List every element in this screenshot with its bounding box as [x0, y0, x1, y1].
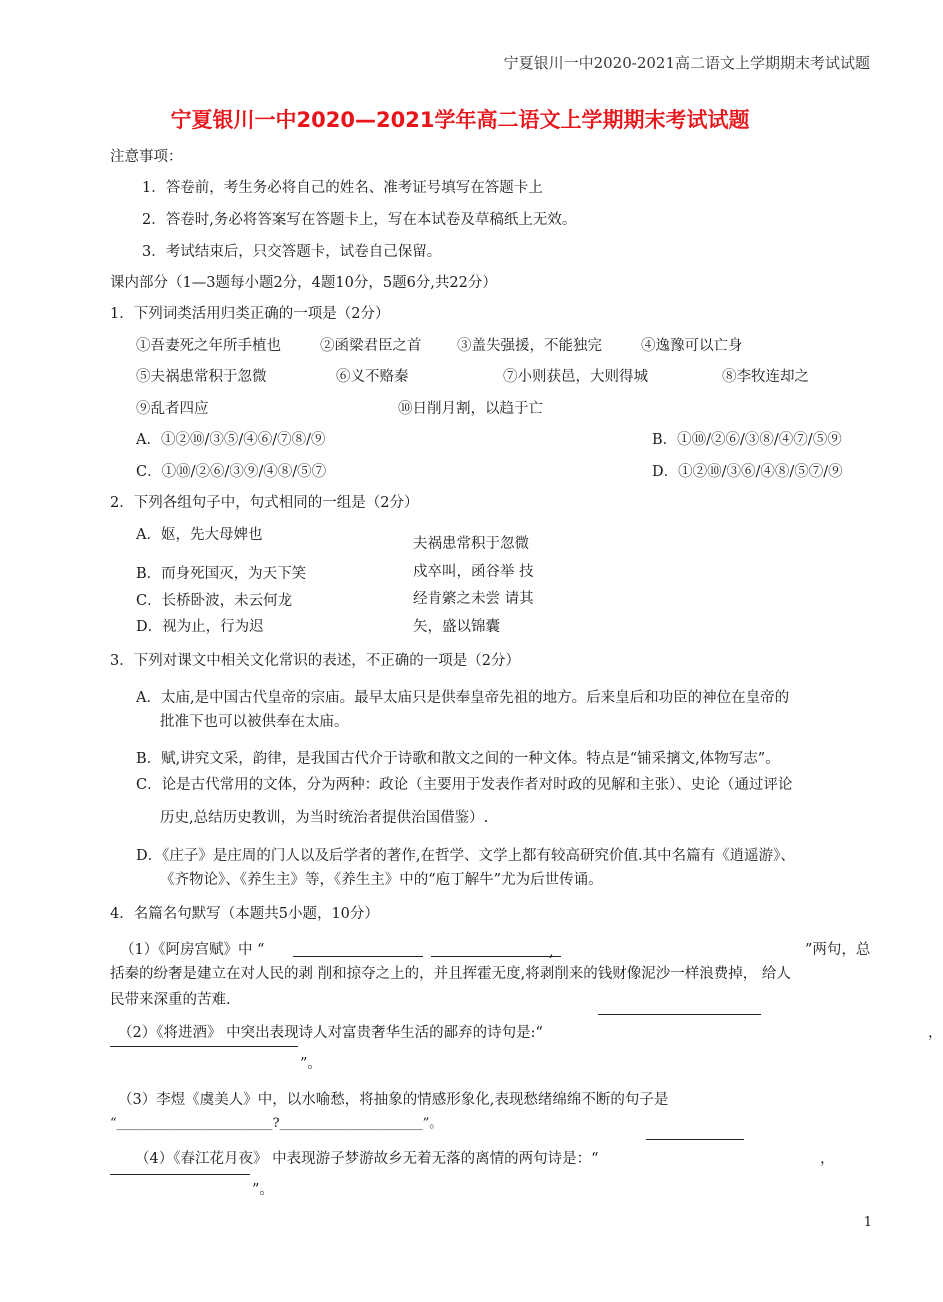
- answer-blank[interactable]: [293, 956, 423, 957]
- q1-option-a: A．①②⑩/③⑤/④⑥/⑦⑧/⑨: [136, 432, 326, 448]
- answer-blank[interactable]: [646, 1139, 744, 1140]
- q4-3-blanks[interactable]: “________________________?______________________”。: [110, 1116, 443, 1131]
- q3-stem: 3．下列对课文中相关文化常识的表述，不正确的一项是（2分）: [110, 653, 520, 669]
- q2-option-d: D．视为止，行为迟: [136, 619, 264, 635]
- q3-option-a: A．太庙,是中国古代皇帝的宗庙。最早太庙只是供奉皇帝先祖的地方。后来皇后和功臣的神位在皇帝的: [136, 690, 790, 706]
- q1-stem: 1．下列词类活用归类正确的一项是（2分）: [110, 306, 390, 322]
- notice-item: 2．答卷时,务必将答案写在答题卡上，写在本试卷及草稿纸上无效。: [142, 212, 577, 228]
- q1-sentence: ⑨乱者四应: [136, 401, 209, 417]
- q1-sentence: ⑥义不赂秦: [336, 369, 409, 385]
- q2-right-text: 经肯綮之未尝 请其: [413, 591, 534, 607]
- q4-2-suffix: ”。: [300, 1056, 322, 1072]
- q3-option-c-cont: 历史,总结历史教训，为当时统治者提供治国借鉴）.: [160, 810, 489, 826]
- q4-2-prompt: （2）《将进酒》 中突出表现诗人对富贵奢华生活的鄙弃的诗句是:“: [118, 1025, 543, 1041]
- q4-stem: 4．名篇名句默写（本题共5小题，10分）: [110, 906, 379, 922]
- q4-1-prompt: （1）《阿房宫赋》中 “: [120, 942, 265, 958]
- q1-sentence: ⑦小则获邑，大则得城: [503, 369, 648, 385]
- q4-4-suffix: ”。: [252, 1182, 274, 1198]
- q4-2-comma: ，: [928, 1025, 943, 1041]
- section-heading: 课内部分（1—3题每小题2分，4题10分，5题6分,共22分）: [110, 275, 497, 291]
- q1-sentence: ①吾妻死之年所手植也: [136, 338, 281, 354]
- q2-right-text: 矢，盛以锦囊: [413, 619, 500, 635]
- notice-item: 1．答卷前，考生务必将自己的姓名、准考证号填写在答题卡上: [142, 180, 543, 196]
- q1-option-d: D．①②⑩/③⑥/④⑧/⑤⑦/⑨: [652, 464, 843, 480]
- q1-sentence: ②函梁君臣之首: [320, 338, 422, 354]
- q1-sentence: ⑤夫祸患常积于忽微: [136, 369, 267, 385]
- q1-sentence: ⑩日削月割，以趋于亡: [398, 401, 543, 417]
- q2-option-b: B．而身死国灭，为天下笑: [136, 566, 307, 582]
- answer-blank[interactable]: [110, 1046, 298, 1047]
- q4-1-text: 括秦的纷奢是建立在对人民的剥 削和掠夺之上的，并且挥霍无度,将剥削来的钱财像泥沙一样浪费掉， 给人: [110, 966, 791, 982]
- q1-sentence: ④逸豫可以亡身: [641, 338, 743, 354]
- q3-option-d-cont: 《齐物论》、《养生主》等，《养生主》中的“庖丁解牛”尤为后世传诵。: [160, 872, 603, 888]
- q4-4-prompt: （4）《春江花月夜》 中表现游子梦游故乡无着无落的离情的两句诗是：“: [135, 1151, 599, 1167]
- page-number: 1: [863, 1215, 872, 1230]
- q3-option-c: C．论是古代常用的文体，分为两种：政论（主要用于发表作者对时政的见解和主张）、史论（通过评论: [136, 777, 793, 793]
- q1-option-b: B．①⑩/②⑥/③⑧/④⑦/⑤⑨: [652, 432, 842, 448]
- q3-option-a-cont: 批准下也可以被供奉在太庙。: [160, 714, 349, 730]
- answer-blank[interactable]: [598, 1014, 761, 1015]
- q2-right-text: 夫祸患常积于忽微: [413, 536, 529, 552]
- q4-1-comma: ,: [549, 944, 554, 960]
- q2-stem: 2．下列各组句子中，句式相同的一组是（2分）: [110, 495, 419, 511]
- q2-right-text: 戍卒叫，函谷举 技: [413, 564, 534, 580]
- answer-blank[interactable]: [431, 956, 561, 957]
- q1-sentence: ⑧李牧连却之: [722, 369, 809, 385]
- q1-option-c: C．①⑩/②⑥/③⑨/④⑧/⑤⑦: [136, 464, 327, 480]
- q2-option-c: C．长桥卧波，未云何龙: [136, 593, 293, 609]
- q3-option-b: B．赋,讲究文采，韵律，是我国古代介于诗歌和散文之间的一种文体。特点是“铺采摛文,体物写志”。: [136, 751, 780, 767]
- q1-sentence: ③盖失强援，不能独完: [457, 338, 602, 354]
- notice-heading: 注意事项：: [110, 149, 183, 165]
- q4-3-prompt: （3）李煜《虞美人》中，以水喻愁，将抽象的情感形象化,表现愁绪绵绵不断的句子是: [118, 1092, 669, 1108]
- q3-option-d: D．《庄子》是庄周的门人以及后学者的著作,在哲学、文学上都有较高研究价值.其中名篇有《逍遥游》、: [136, 848, 795, 864]
- q4-1-text: 民带来深重的苦难.: [110, 992, 231, 1008]
- page-title: 宁夏银川一中2020—2021学年高二语文上学期期末考试试题: [170, 108, 750, 132]
- q4-4-comma: ，: [820, 1151, 835, 1167]
- q4-1-suffix: ”两句，总: [805, 942, 871, 958]
- running-header: 宁夏银川一中2020-2021高二语文上学期期末考试试题: [503, 54, 870, 72]
- q2-option-a: A．妪，先大母婢也: [136, 527, 263, 543]
- answer-blank[interactable]: [110, 1174, 250, 1175]
- notice-item: 3．考试结束后，只交答题卡，试卷自己保留。: [142, 244, 442, 260]
